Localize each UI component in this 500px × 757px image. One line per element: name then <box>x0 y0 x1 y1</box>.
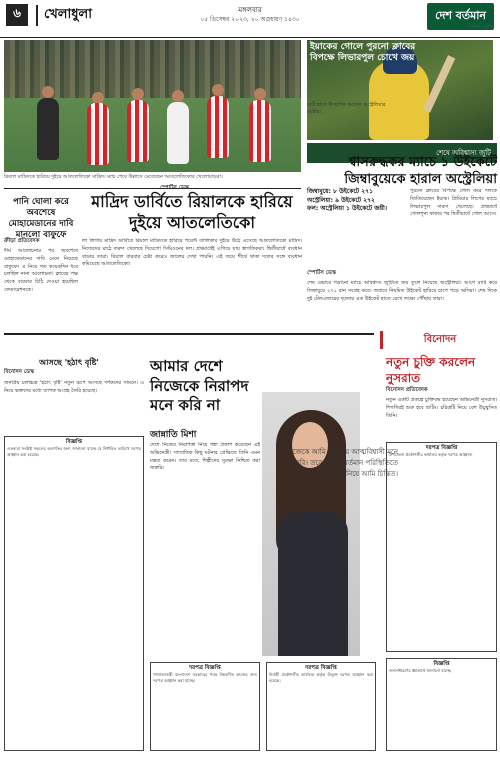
player-head <box>212 84 224 96</box>
bristi-byline: বিনোদন ডেস্ক <box>4 369 35 375</box>
safe-quote: নিজেকে আমি সবসময় আত্মবিশ্বাসী মনে করি। তবে দেশের বর্তমান পরিস্থিতিতে নিরাপত্তা নিয়ে আমি চিন্তিত। <box>286 448 398 478</box>
notice-title: দরপত্র বিজ্ঞপ্তি <box>305 665 337 671</box>
notice-body: গণপ্রজাতন্ত্রী বাংলাদেশ সরকারের পক্ষে নিম্নবর্ণিত কাজের জন্য দরপত্র আহ্বান করা যাচ্ছে। <box>153 672 257 683</box>
safe-headline: আমার দেশে নিজেকে নিরাপদ মনে করি না <box>150 357 249 414</box>
player-head <box>254 88 266 100</box>
player <box>87 103 109 165</box>
cricket-subheadline: শেষে অবিশ্বাস্য জুটি <box>307 143 497 163</box>
notice-body: নির্বাহী প্রকৌশলীর কার্যালয় কর্তৃক উন্মুক্ত দরপত্র আহ্বান করা হয়েছে। <box>269 672 373 683</box>
cricket-caption: ব্যাট হাতে উদযাপন করছেন অস্ট্রেলিয়ার ব্যাটার। <box>307 102 386 115</box>
page-number: ৬ <box>6 4 28 26</box>
safe-body: দেশে নিজের নিরাপত্তা নিয়ে শঙ্কা প্রকাশ করেছেন এই অভিনেত্রী। সাম্প্রতিক কিছু ঘটনার প্রেক্ষিতে তিনি এমন মন্তব্য করেন। তার মতে, শিল্পীদের সুরক্ষা নিশ্চিত করা জরুরি। <box>150 442 260 472</box>
notice-box <box>386 442 497 652</box>
notice-box <box>150 662 260 751</box>
liverpool-body: পুরনো ক্লাবের বিপক্ষে গোল করে দলকে জিতিয়েছেন ইয়াক। প্রিমিয়ার লিগের ম্যাচে লিভারপুল দারুণ খেলেছে। প্রথমার্ধে গোলশূন্য থাকার পর দ্বিতীয়ার্ধে গোল আসে। <box>410 188 497 218</box>
issue-date: ০৫ ডিসেম্বর ২০২৩, ২০ অগ্রহায়ণ ১৪৩০ <box>200 16 300 23</box>
safe-author: জান্নাতি মিশা <box>150 430 197 440</box>
football-body: লা লিগায় মাদ্রিদ ডার্বিতে রিয়াল মাদ্রিদকে হারিয়ে পয়েন্ট তালিকার দুইয়ে উঠে এসেছে আতলেতিকো মাদ্রিদ। নিজেদের মাঠে দারুণ খেলেছে দিয়েগো সিমিওনের দল। প্রথমার্ধেই এগিয়ে যায় স্বাগতিকরা। দ্বিতীয়ার্ধে ব্যবধান বাড়ায় তারা। রিয়াল বারবার চেষ্টা করেও জালের দেখা পায়নি। এই জয়ে শীর্ষে থাকা দলের সঙ্গে ব্যবধান কমিয়েছে আতলেতিকো। <box>82 238 302 268</box>
bristi-headline: আসছে 'হঠাৎ বৃষ্টি' <box>39 358 99 367</box>
notice-box <box>266 662 376 751</box>
score-line: অস্ট্রেলিয়া: ৯ উইকেটে ২৭২ <box>307 196 375 204</box>
cricket-body: শেষ ওভারে গড়ানো ম্যাচে অবিশ্বাস্য জুটিতে জয় তুলে নিয়েছে অস্ট্রেলিয়া। আগে ব্যাট করে জিম্বাবুয়ে ২৭১ রান সংগ্রহ করে। জবাবে নিয়মিত উইকেট হারিয়ে চাপে পড়ে অসিরা। শেষ দিকে দুই টেলএন্ডারের দৃঢ়তায় এক উইকেট হাতে রেখে লক্ষ্যে পৌঁছায় তারা। <box>307 280 497 302</box>
entertainment-banner: বিনোদন <box>380 331 497 349</box>
cricket-headline: শ্বাসরুদ্ধকর ম্যাচে ১ উইকেটে জিম্বাবুয়েকে হারাল অস্ট্রেলিয়া <box>344 155 497 187</box>
player <box>167 102 189 164</box>
score-line: ফল: অস্ট্রেলিয়া ১ উইকেটে জয়ী। <box>307 205 387 213</box>
left-byline: ক্রীড়া প্রতিবেদক <box>4 238 40 244</box>
player <box>127 100 149 162</box>
football-caption: রিয়াল মাদ্রিদকে হারিয়ে দুইয়ে আতলেতিকো মাদ্রিদ। ম্যাচ শেষে উল্লাসে মেতেছেন আতলেতিকোর খেলোয়াড়রা। <box>4 174 223 180</box>
player-head <box>132 88 144 100</box>
liverpool-headline: ইয়াকের গোলে পুরনো ক্লাবের বিপক্ষে লিভারপুল চোখে জয় <box>310 42 416 64</box>
notice-title: বিজ্ঞপ্তি <box>66 439 82 445</box>
left-headline: পানি ঘোলা করে অবশেষে মোহামেডানের দাবি মানলো বাফুফে <box>8 197 74 241</box>
divider <box>4 333 374 335</box>
left-body: দীর্ঘ আলোচনার পর অবশেষে মোহামেডানের দাবি মেনে নিয়েছে বাফুফে। এ নিয়ে গত কয়েকদিন ধরে চলছিল নানা আলোচনা। ক্লাবের পক্ষ থেকে বারবার চিঠি দেওয়া হয়েছিল ফেডারেশনকে। <box>4 248 78 293</box>
player <box>37 98 59 160</box>
notice-body: এতদ্বারা সংশ্লিষ্ট সকলের অবগতির জন্য জানানো যাচ্ছে যে নির্ধারিত তারিখে দরপত্র আহ্বান করা হয়েছে। <box>7 446 141 457</box>
football-byline: স্পোর্টস ডেস্ক <box>160 185 189 191</box>
issue-day: মঙ্গলবার <box>238 6 262 14</box>
section-title: খেলাধুলা <box>36 5 92 26</box>
player-head <box>42 86 54 98</box>
scorebox <box>307 188 407 266</box>
player-head <box>172 90 184 102</box>
bristi-body: জনপ্রিয় চলচ্চিত্র 'হঠাৎ বৃষ্টি' নতুন রূপে আসছে দর্শকদের সামনে। এ নিয়ে ভক্তদের মধ্যে ব্যাপক আগ্রহ তৈরি হয়েছে। <box>4 380 144 394</box>
nusrat-headline: নতুন চুক্তি করলেন নুসরাত <box>386 355 476 385</box>
logo-tagline: সত্যের প্রকাশ <box>467 24 494 30</box>
player <box>207 96 229 158</box>
divider <box>4 188 301 189</box>
main-headline: মাদ্রিদ ডার্বিতে রিয়ালকে হারিয়ে দুইয়ে আতলেতিকো <box>91 192 293 232</box>
notice-title: দরপত্র বিজ্ঞপ্তি <box>425 445 458 451</box>
nusrat-body: নতুন একটি প্রকল্পে চুক্তিবদ্ধ হয়েছেন অভিনেত্রী নুসরাত। শিগগিরই শুরু হবে শুটিং। চরিত্রটি নিয়ে বেশ উচ্ছ্বসিত তিনি। <box>386 397 497 419</box>
notice-box <box>386 658 497 751</box>
notice-title: বিজ্ঞপ্তি <box>433 661 450 667</box>
newspaper-logo: দেশ বর্তমান <box>427 3 494 30</box>
cricket-byline: স্পোর্টস ডেস্ক <box>307 270 336 276</box>
football-photo <box>4 40 301 172</box>
notice-box <box>4 436 144 751</box>
notice-body: উপজেলা প্রকৌশলীর কার্যালয় কর্তৃক দরপত্র আহ্বান। <box>389 452 473 458</box>
notice-body: জনসাধারণের জ্ঞাতার্থে জানানো যাচ্ছে। <box>389 668 452 674</box>
score-line: জিম্বাবুয়ে: ৮ উইকেটে ২৭১ <box>307 188 373 195</box>
notice-title: দরপত্র বিজ্ঞপ্তি <box>189 665 221 671</box>
player <box>249 100 271 162</box>
nusrat-byline: বিনোদন প্রতিবেদক <box>386 387 428 393</box>
